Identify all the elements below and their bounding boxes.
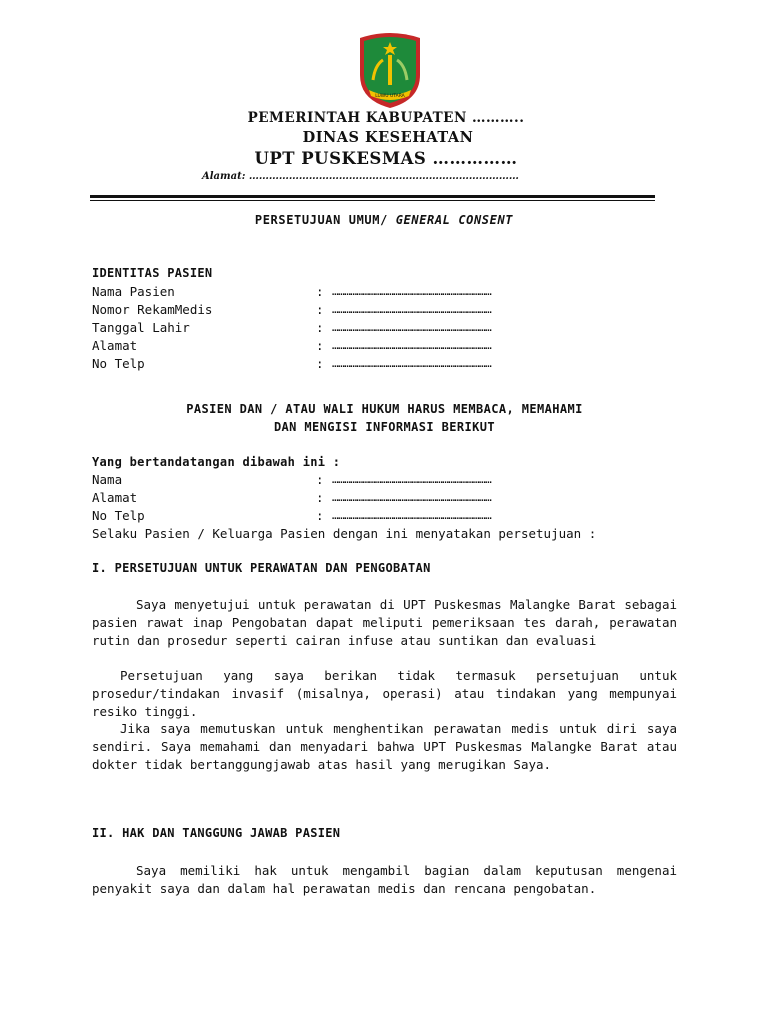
identity-heading: IDENTITAS PASIEN — [92, 266, 213, 280]
field-blank[interactable]: …………………………………………………………………… — [332, 357, 492, 370]
field-colon: : — [316, 302, 324, 317]
document-title — [0, 213, 768, 227]
field-colon: : — [316, 320, 324, 335]
field-blank[interactable]: …………………………………………………………………… — [332, 339, 492, 352]
section-2-paragraph-1: Saya memiliki hak untuk mengambil bagian dalam keputusan mengenai penyakit saya dan dalam hal perawatan medis dan rencana pengobatan. — [92, 863, 677, 896]
field-label: Tanggal Lahir — [92, 320, 190, 335]
section-1-paragraph-1: Saya menyetujui untuk perawatan di UPT Puskesmas Malangke Barat sebagai pasien rawat inap Pengobatan dapat meliputi pemeriksaan tes darah, perawatan rutin dan prosedur seperti cairan infuse atau suntikan dan evaluasi — [92, 597, 677, 648]
section-2-heading: II. HAK DAN TANGGUNG JAWAB PASIEN — [92, 826, 341, 840]
field-label: No Telp — [92, 356, 145, 371]
header-agency: DINAS KESEHATAN — [302, 129, 474, 146]
section-1-heading: I. PERSETUJUAN UNTUK PERAWATAN DAN PENGOBATAN — [92, 561, 431, 575]
field-colon: : — [316, 490, 324, 505]
field-blank[interactable]: …………………………………………………………………… — [332, 303, 492, 316]
field-label: Nama — [92, 472, 123, 487]
emblem-ribbon-text: LUWU UTARA — [375, 94, 405, 99]
header-puskesmas: UPT PUSKESMAS …………… — [254, 149, 518, 168]
field-blank[interactable]: …………………………………………………………………… — [332, 321, 492, 334]
field-colon: : — [316, 356, 324, 371]
signer-heading: Yang bertandatangan dibawah ini : — [92, 455, 341, 469]
section-1-paragraph-2: Persetujuan yang saya berikan tidak termasuk persetujuan untuk prosedur/tindakan invasif (misalnya, operasi) atau tindakan yang mempunyai resiko tinggi. — [92, 668, 677, 719]
field-colon: : — [316, 284, 324, 299]
header-government: PEMERINTAH KABUPATEN ……….. — [247, 110, 525, 126]
header-divider-thick — [90, 195, 655, 198]
header-divider-thin — [90, 200, 655, 201]
field-colon: : — [316, 338, 324, 353]
field-label: Nama Pasien — [92, 284, 175, 299]
title-main: PERSETUJUAN UMUM/ — [254, 213, 396, 227]
header-address: Alamat: ……………………………………………………………………… — [202, 171, 519, 182]
field-label: Alamat — [92, 338, 138, 353]
section-1-paragraph-3: Jika saya memutuskan untuk menghentikan perawatan medis untuk diri saya sendiri. Saya memahami dan menyadari bahwa UPT Puskesmas Malangke Barat atau dokter tidak bertanggungjawab atas hasil yang merugikan Saya. — [92, 721, 677, 772]
title-italic: GENERAL CONSENT — [395, 213, 514, 227]
notice-line-1: PASIEN DAN / ATAU WALI HUKUM HARUS MEMBACA, MEMAHAMI — [186, 402, 583, 416]
field-blank[interactable]: …………………………………………………………………… — [332, 285, 492, 298]
consent-statement: Selaku Pasien / Keluarga Pasien dengan ini menyatakan persetujuan : — [92, 526, 597, 541]
field-label: Alamat — [92, 490, 138, 505]
field-blank[interactable]: …………………………………………………………………… — [332, 491, 492, 504]
notice-line-2: DAN MENGISI INFORMASI BERIKUT — [273, 420, 496, 434]
field-colon: : — [316, 508, 324, 523]
field-blank[interactable]: …………………………………………………………………… — [332, 509, 492, 522]
field-label: No Telp — [92, 508, 145, 523]
field-colon: : — [316, 472, 324, 487]
field-label: Nomor RekamMedis — [92, 302, 213, 317]
regency-emblem-logo — [355, 30, 425, 110]
field-blank[interactable]: …………………………………………………………………… — [332, 473, 492, 486]
